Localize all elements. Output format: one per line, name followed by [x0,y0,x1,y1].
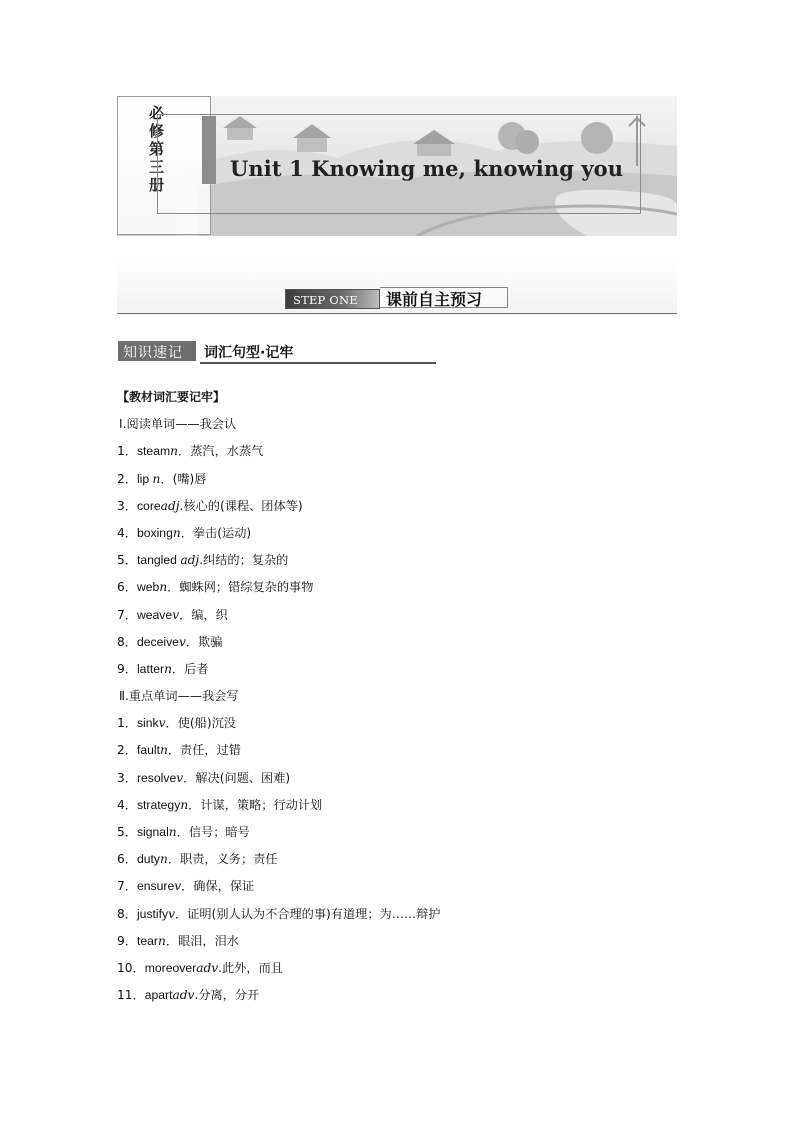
item-meaning: ．后者 [171,661,209,676]
item-number: 6． [117,580,137,595]
item-meaning: ．拳击(运动) [180,525,252,540]
volume-label: 必修第三册 [149,104,165,194]
list-item [117,901,677,928]
item-part-of-speech: n [170,444,179,459]
item-meaning: ．解决(问题、困难) [183,770,291,785]
item-meaning: ．眼泪，泪水 [165,933,239,948]
item-part-of-speech: n [164,661,172,676]
list-item [117,520,677,547]
item-number: 5． [117,553,137,568]
list-item [117,955,677,982]
list-item [117,765,677,792]
item-word: moreover [144,960,197,975]
list-item [117,438,677,465]
list-item [117,873,677,900]
vocabulary-heading: 【教材词汇要记牢】 [117,390,226,404]
item-word: signal [136,825,169,839]
item-part-of-speech: adj [180,553,200,568]
item-meaning: ．使(船)沉没 [165,716,236,731]
list-item [117,792,677,819]
knowledge-badge-label: 知识速记 [123,345,183,361]
item-meaning: ．蒸汽，水蒸气 [178,444,264,459]
item-part-of-speech: v [176,770,184,785]
item-word: apart [144,988,173,1003]
item-meaning: .纠结的；复杂的 [199,553,289,568]
item-part-of-speech: v [174,879,182,894]
item-part-of-speech: n [159,580,168,595]
item-word: steam [136,444,171,459]
item-number: 4． [117,797,137,812]
item-meaning: ．责任，过错 [167,743,241,758]
item-number: 1． [117,716,137,731]
item-meaning: ．职责，义务；责任 [167,852,278,867]
list-item [117,629,677,656]
item-number: 2． [117,471,137,486]
item-part-of-speech: n [180,797,189,812]
item-word: sink [136,716,159,731]
item-part-of-speech: adj [160,498,180,513]
item-word: weave [136,607,173,622]
list-item [117,737,677,764]
item-word: tear [136,933,158,948]
list-item [117,466,677,493]
list-item [117,710,677,737]
item-meaning: .此外，而且 [218,960,283,975]
item-word: deceive [136,634,179,649]
list-item [117,602,677,629]
writing-word-list [117,710,677,1009]
item-word: web [136,580,160,595]
item-number: 4． [117,525,137,540]
item-number: 5． [117,825,137,839]
item-number: 2． [117,743,137,758]
item-number: 9． [117,661,137,676]
item-part-of-speech: adv [172,988,195,1003]
list-item [117,982,677,1009]
item-meaning: ．确保，保证 [181,879,255,894]
item-part-of-speech: v [158,716,166,731]
item-meaning: ．欺骗 [185,634,223,649]
item-word: justify [136,906,169,921]
item-part-of-speech: adv [196,960,219,975]
item-part-of-speech: v [178,634,186,649]
item-part-of-speech: n [157,933,166,948]
item-word: tangled [136,553,181,568]
list-item [117,819,677,846]
item-number: 7． [117,879,137,894]
item-number: 1． [117,444,137,459]
list-item [117,846,677,873]
item-meaning: .分离，分开 [194,988,260,1003]
item-part-of-speech: n [172,525,181,540]
item-word: duty [136,852,160,867]
item-word: core [136,498,161,513]
item-number: 8． [117,906,137,921]
item-number: 10． [117,960,145,975]
knowledge-title: 词汇句型·记牢 [204,345,294,361]
item-part-of-speech: v [168,906,175,921]
list-item [117,656,677,683]
list-item [117,574,677,601]
item-number: 6． [117,852,137,867]
item-number: 11． [117,988,145,1003]
item-number: 7． [117,607,137,622]
item-part-of-speech: n [160,743,168,758]
item-meaning: ．蜘蛛网；错综复杂的事物 [167,580,314,595]
step-label: STEP ONE [293,293,358,307]
section-title-reading: Ⅰ.阅读单词——我会认 [119,417,237,432]
item-word: lip [136,471,153,486]
item-part-of-speech: v [172,607,180,622]
item-word: strategy [136,797,181,812]
knowledge-underline [200,362,436,364]
item-word: ensure [136,879,175,894]
title-accent-bar [202,116,216,184]
item-word: latter [136,661,165,676]
item-number: 3． [117,498,137,513]
item-meaning: .核心的(课程、团体等) [179,498,303,513]
item-part-of-speech: n [160,852,168,867]
item-meaning: ．信号；暗号 [176,825,250,839]
item-number: 9． [117,933,137,948]
list-item [117,547,677,574]
list-item [117,928,677,955]
list-item [117,493,677,520]
item-number: 8． [117,634,137,649]
item-part-of-speech: n [168,825,177,839]
step-title: 课前自主预习 [386,290,483,309]
item-meaning: ．计谋，策略；行动计划 [188,797,323,812]
section-title-writing: Ⅱ.重点单词——我会写 [119,689,239,704]
item-number: 3． [117,770,137,785]
item-part-of-speech: n [152,471,161,486]
item-meaning: ．证明(别人认为不合理的事)有道理；为……辩护 [175,906,441,921]
item-meaning: ．编，织 [179,607,228,622]
vocabulary-content [117,384,677,1009]
item-word: boxing [136,525,173,540]
step-divider [117,313,677,314]
item-word: fault [136,743,160,758]
item-meaning: ．(嘴)唇 [160,471,207,486]
unit-title: Unit 1 Knowing me, knowing you [230,156,624,181]
item-word: resolve [136,770,177,785]
reading-word-list [117,438,677,683]
